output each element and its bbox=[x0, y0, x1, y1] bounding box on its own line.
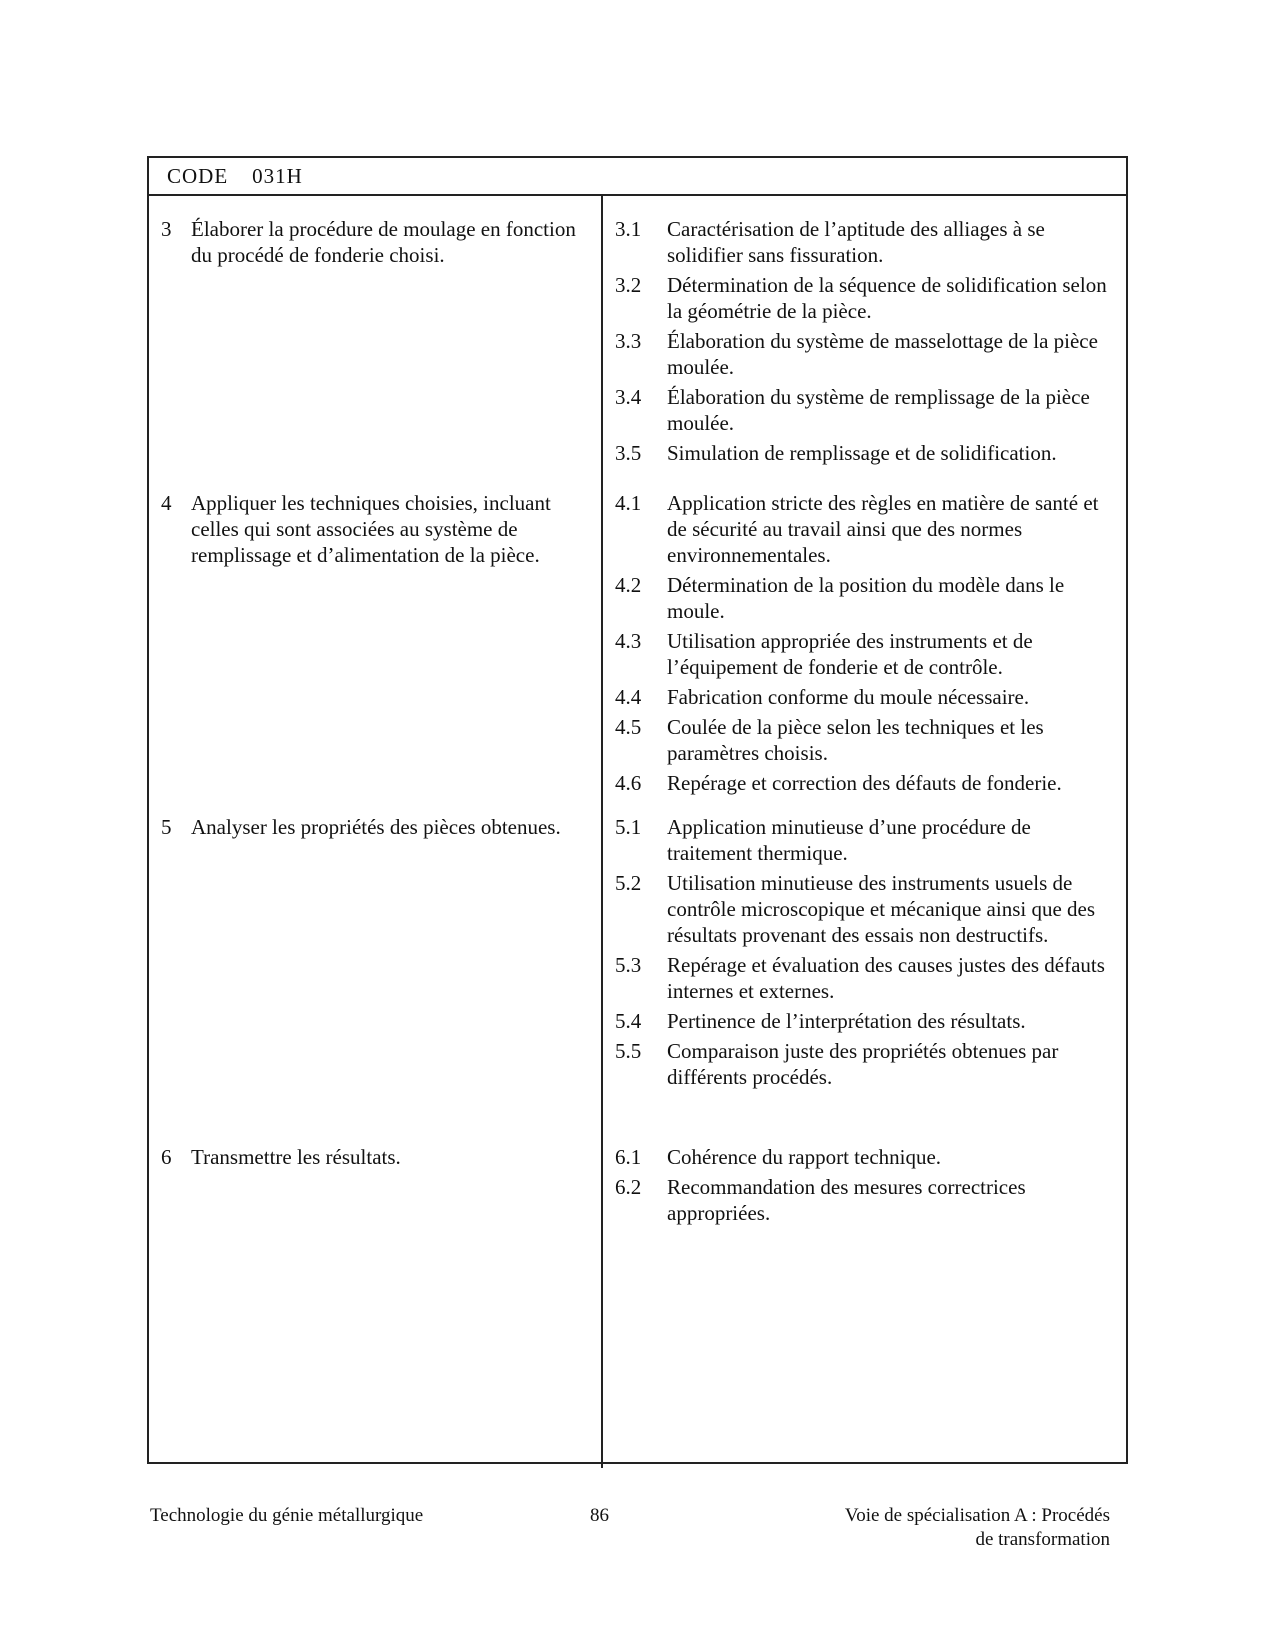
criterion-text: Détermination de la séquence de solidification selon la géométrie de la pièce. bbox=[667, 273, 1107, 323]
criteria-group-5 bbox=[615, 814, 1115, 1094]
criterion bbox=[615, 770, 1115, 796]
criterion-number: 4.2 bbox=[615, 573, 642, 597]
footer-specialization bbox=[790, 1504, 1110, 1552]
criterion bbox=[615, 490, 1115, 568]
criterion-number: 4.1 bbox=[615, 491, 642, 515]
criterion-text: Fabrication conforme du moule nécessaire. bbox=[667, 685, 1030, 709]
criteria-group-3 bbox=[615, 216, 1115, 470]
criterion-number: 4.3 bbox=[615, 629, 642, 653]
code-value: 031H bbox=[252, 163, 303, 188]
criterion bbox=[615, 684, 1115, 710]
criterion-number: 3.1 bbox=[615, 217, 642, 241]
criterion-text: Simulation de remplissage et de solidification. bbox=[667, 441, 1057, 465]
criterion bbox=[615, 384, 1115, 436]
criterion-text: Repérage et évaluation des causes justes des défauts internes et externes. bbox=[667, 953, 1105, 1003]
criterion bbox=[615, 572, 1115, 624]
code-header bbox=[149, 158, 1126, 196]
element-text: Transmettre les résultats. bbox=[191, 1145, 401, 1169]
code-label: CODE bbox=[167, 163, 229, 188]
criterion bbox=[615, 272, 1115, 324]
criterion-text: Recommandation des mesures correctrices appropriées. bbox=[667, 1175, 1026, 1225]
competency-table bbox=[147, 156, 1128, 1464]
criteria-group-6 bbox=[615, 1144, 1115, 1230]
page-number: 86 bbox=[590, 1505, 609, 1526]
footer-specialization-line2: de transformation bbox=[975, 1529, 1110, 1550]
criterion-text: Élaboration du système de masselottage de la pièce moulée. bbox=[667, 329, 1098, 379]
column-divider bbox=[601, 194, 603, 1468]
criterion-text: Utilisation minutieuse des instruments usuels de contrôle microscopique et mécanique ainsi que des résultats provenant des essais non destructifs. bbox=[667, 871, 1096, 947]
criterion bbox=[615, 952, 1115, 1004]
criterion-number: 4.5 bbox=[615, 715, 642, 739]
criterion-text: Caractérisation de l’aptitude des alliages à se solidifier sans fissuration. bbox=[667, 217, 1045, 267]
criterion-text: Comparaison juste des propriétés obtenues par différents procédés. bbox=[667, 1039, 1059, 1089]
criterion-text: Coulée de la pièce selon les techniques et les paramètres choisis. bbox=[667, 715, 1044, 765]
criterion-text: Élaboration du système de remplissage de la pièce moulée. bbox=[667, 385, 1090, 435]
criterion bbox=[615, 216, 1115, 268]
element-6 bbox=[161, 1144, 581, 1170]
criterion-number: 5.1 bbox=[615, 815, 642, 839]
criterion-text: Repérage et correction des défauts de fonderie. bbox=[667, 771, 1062, 795]
criterion-number: 5.3 bbox=[615, 953, 642, 977]
criterion-number: 5.2 bbox=[615, 871, 642, 895]
element-3 bbox=[161, 216, 581, 268]
element-4 bbox=[161, 490, 581, 568]
criterion-number: 4.6 bbox=[615, 771, 642, 795]
element-text: Élaborer la procédure de moulage en fonction du procédé de fonderie choisi. bbox=[191, 217, 576, 267]
criterion-text: Pertinence de l’interprétation des résultats. bbox=[667, 1009, 1026, 1033]
element-text: Appliquer les techniques choisies, incluant celles qui sont associées au système de remplissage et d’alimentation de la pièce. bbox=[191, 491, 551, 567]
criterion-number: 6.1 bbox=[615, 1145, 642, 1169]
criterion-number: 3.5 bbox=[615, 441, 642, 465]
element-number: 4 bbox=[161, 491, 172, 515]
criterion bbox=[615, 1174, 1115, 1226]
criterion-text: Utilisation appropriée des instruments et de l’équipement de fonderie et de contrôle. bbox=[667, 629, 1033, 679]
criterion-number: 3.2 bbox=[615, 273, 642, 297]
criterion bbox=[615, 628, 1115, 680]
element-number: 3 bbox=[161, 217, 172, 241]
criterion-number: 5.5 bbox=[615, 1039, 642, 1063]
criterion-text: Cohérence du rapport technique. bbox=[667, 1145, 942, 1169]
criterion bbox=[615, 328, 1115, 380]
criterion-text: Application stricte des règles en matière de santé et de sécurité au travail ainsi que des normes environnementales. bbox=[667, 491, 1099, 567]
criterion bbox=[615, 1008, 1115, 1034]
criterion-number: 3.4 bbox=[615, 385, 642, 409]
criterion bbox=[615, 1038, 1115, 1090]
criterion bbox=[615, 814, 1115, 866]
criterion bbox=[615, 714, 1115, 766]
criterion-text: Détermination de la position du modèle dans le moule. bbox=[667, 573, 1065, 623]
footer-program: Technologie du génie métallurgique bbox=[150, 1505, 424, 1526]
criterion bbox=[615, 1144, 1115, 1170]
criterion bbox=[615, 870, 1115, 948]
criterion-text: Application minutieuse d’une procédure de traitement thermique. bbox=[667, 815, 1031, 865]
element-number: 5 bbox=[161, 815, 172, 839]
element-5 bbox=[161, 814, 581, 840]
criterion-number: 4.4 bbox=[615, 685, 642, 709]
criterion-number: 3.3 bbox=[615, 329, 642, 353]
element-text: Analyser les propriétés des pièces obtenues. bbox=[191, 815, 561, 839]
criteria-group-4 bbox=[615, 490, 1115, 800]
criterion bbox=[615, 440, 1115, 466]
criterion-number: 5.4 bbox=[615, 1009, 642, 1033]
criterion-number: 6.2 bbox=[615, 1175, 642, 1199]
element-number: 6 bbox=[161, 1145, 172, 1169]
footer-specialization-line1: Voie de spécialisation A : Procédés bbox=[844, 1505, 1110, 1526]
